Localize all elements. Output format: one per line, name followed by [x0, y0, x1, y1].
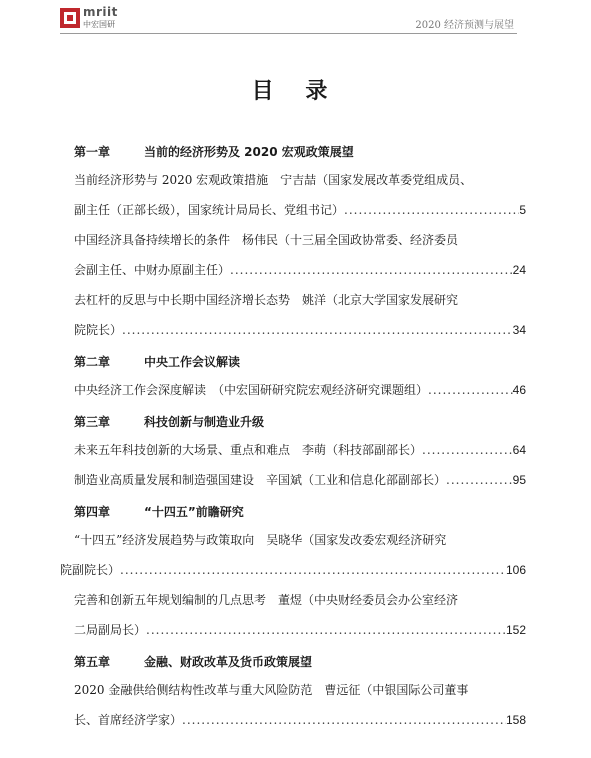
chapter-heading[interactable] [74, 139, 526, 165]
page-number: 152 [505, 623, 526, 637]
page-number: 158 [505, 713, 526, 727]
chapter-title: 当前的经济形势及 2020 宏观政策展望 [144, 145, 354, 159]
entry-text: 长、首席经济学家） [74, 713, 183, 727]
toc-title: 目 录 [251, 79, 340, 104]
dot-leader [446, 465, 513, 495]
page-number: 5 [519, 203, 526, 217]
entry-text: 未来五年科技创新的大场景、重点和难点 李萌（科技部副部长） [74, 443, 423, 457]
dot-leader [182, 705, 506, 735]
toc-entry[interactable] [74, 225, 526, 285]
chapter-heading[interactable] [74, 349, 526, 375]
dot-leader [230, 255, 513, 285]
chapter-heading[interactable] [74, 649, 526, 675]
dot-leader [344, 195, 519, 225]
entry-text: 当前经济形势与 2020 宏观政策措施 宁吉喆（国家发展改革委党组成员、 [74, 173, 473, 187]
chapter-number: 第一章 [74, 145, 111, 159]
entry-text: “十四五”经济发展趋势与政策取向 吴晓华（国家发改委宏观经济研究 [74, 533, 447, 547]
chapter-number: 第五章 [74, 655, 111, 669]
chapter-title: “十四五”前瞻研究 [144, 505, 244, 519]
chapter-number: 第三章 [74, 415, 111, 429]
page-number: 46 [512, 383, 526, 397]
page-number: 24 [512, 263, 526, 277]
dot-leader [146, 615, 506, 645]
header-title: 2020 经济预测与展望 [415, 20, 514, 31]
toc-entry[interactable] [74, 435, 526, 465]
toc-entry[interactable] [74, 285, 526, 345]
entry-text: 2020 金融供给侧结构性改革与重大风险防范 曹远征（中银国际公司董事 [74, 683, 469, 697]
chapter-title: 科技创新与制造业升级 [144, 415, 265, 429]
entry-text: 二局副局长） [74, 623, 147, 637]
logo-text-en: mriit [83, 5, 118, 19]
table-of-contents [60, 139, 526, 735]
entry-text: 完善和创新五年规划编制的几点思考 董煜（中央财经委员会办公室经济 [74, 593, 459, 607]
entry-text: 制造业高质量发展和制造强国建设 辛国斌（工业和信息化部副部长） [74, 473, 447, 487]
chapter-heading[interactable] [74, 409, 526, 435]
toc-entry[interactable] [60, 525, 526, 585]
entry-text: 院院长） [74, 323, 123, 337]
page-number: 95 [512, 473, 526, 487]
chapter-title: 中央工作会议解读 [144, 355, 241, 369]
entry-text: 中央经济工作会深度解读 （中宏国研研究院宏观经济研究课题组） [74, 383, 429, 397]
entry-text: 院副院长） [60, 563, 121, 577]
toc-entry[interactable] [74, 375, 526, 405]
page-header [0, 0, 591, 40]
dot-leader [422, 435, 513, 465]
logo-text-cn: 中宏国研 [83, 20, 115, 29]
toc-entry[interactable] [74, 465, 526, 495]
entry-text: 去杠杆的反思与中长期中国经济增长态势 姚洋（北京大学国家发展研究 [74, 293, 459, 307]
entry-text: 中国经济具备持续增长的条件 杨伟民（十三届全国政协常委、经济委员 [74, 233, 459, 247]
chapter-number: 第四章 [74, 505, 111, 519]
dot-leader [428, 375, 513, 405]
dot-leader [120, 555, 506, 585]
toc-entry[interactable] [74, 585, 526, 645]
chapter-heading[interactable] [74, 499, 526, 525]
chapter-number: 第二章 [74, 355, 111, 369]
entry-text: 副主任（正部长级），国家统计局局长、党组书记） [74, 203, 345, 217]
logo-mark-icon [60, 8, 80, 28]
page-number: 106 [505, 563, 526, 577]
logo [60, 5, 124, 30]
dot-leader [122, 315, 513, 345]
page-number: 34 [512, 323, 526, 337]
entry-text: 会副主任、中财办原副主任） [74, 263, 231, 277]
chapter-title: 金融、财政改革及货币政策展望 [144, 655, 313, 669]
toc-entry[interactable] [74, 165, 526, 225]
page-number: 64 [512, 443, 526, 457]
toc-entry[interactable] [74, 675, 526, 735]
header-divider [60, 33, 517, 34]
